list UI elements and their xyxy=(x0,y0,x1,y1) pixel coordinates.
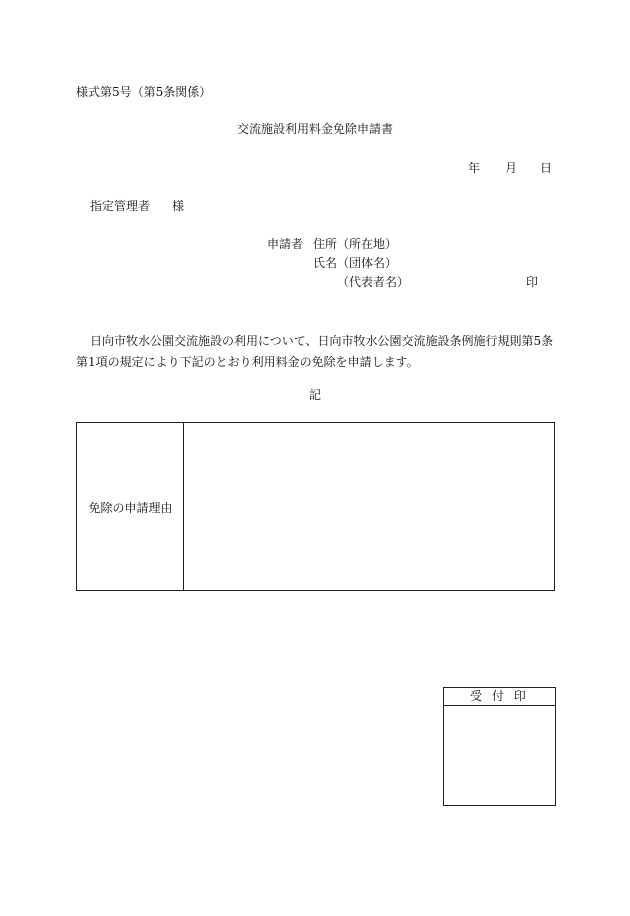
ki-notation: 記 xyxy=(308,388,321,402)
date-day-label: 日 xyxy=(540,161,553,175)
form-number: 様式第5号（第5条関係） xyxy=(76,85,212,99)
date-month-label: 月 xyxy=(505,161,518,175)
form-title: 交流施設利用料金免除申請書 xyxy=(236,122,393,136)
applicant-representative-label: （代表者名） xyxy=(337,275,410,289)
application-body-text: 日向市牧水公園交流施設の利用について、日向市牧水公園交流施設条例施行規則第5条第1項の規定により下記のとおり利用料金の免除を申請します。 xyxy=(76,334,554,369)
exemption-reason-table xyxy=(76,422,555,591)
date-year-label: 年 xyxy=(468,161,481,175)
applicant-seal-mark: 印 xyxy=(526,275,539,289)
addressee-name: 指定管理者 xyxy=(90,199,151,213)
receipt-stamp-box xyxy=(443,687,556,806)
applicant-address-label: 住所（所在地） xyxy=(313,237,398,251)
exemption-reason-field[interactable] xyxy=(184,423,554,590)
applicant-name-label: 氏名（団体名） xyxy=(313,256,398,270)
applicant-label: 申請者 xyxy=(267,237,304,251)
receipt-stamp-label: 受 付 印 xyxy=(444,688,555,706)
exemption-reason-label-cell xyxy=(77,423,184,590)
receipt-stamp-area xyxy=(444,706,555,805)
addressee-honorific: 様 xyxy=(172,199,185,213)
exemption-reason-label: 免除の申請理由 xyxy=(88,501,173,515)
